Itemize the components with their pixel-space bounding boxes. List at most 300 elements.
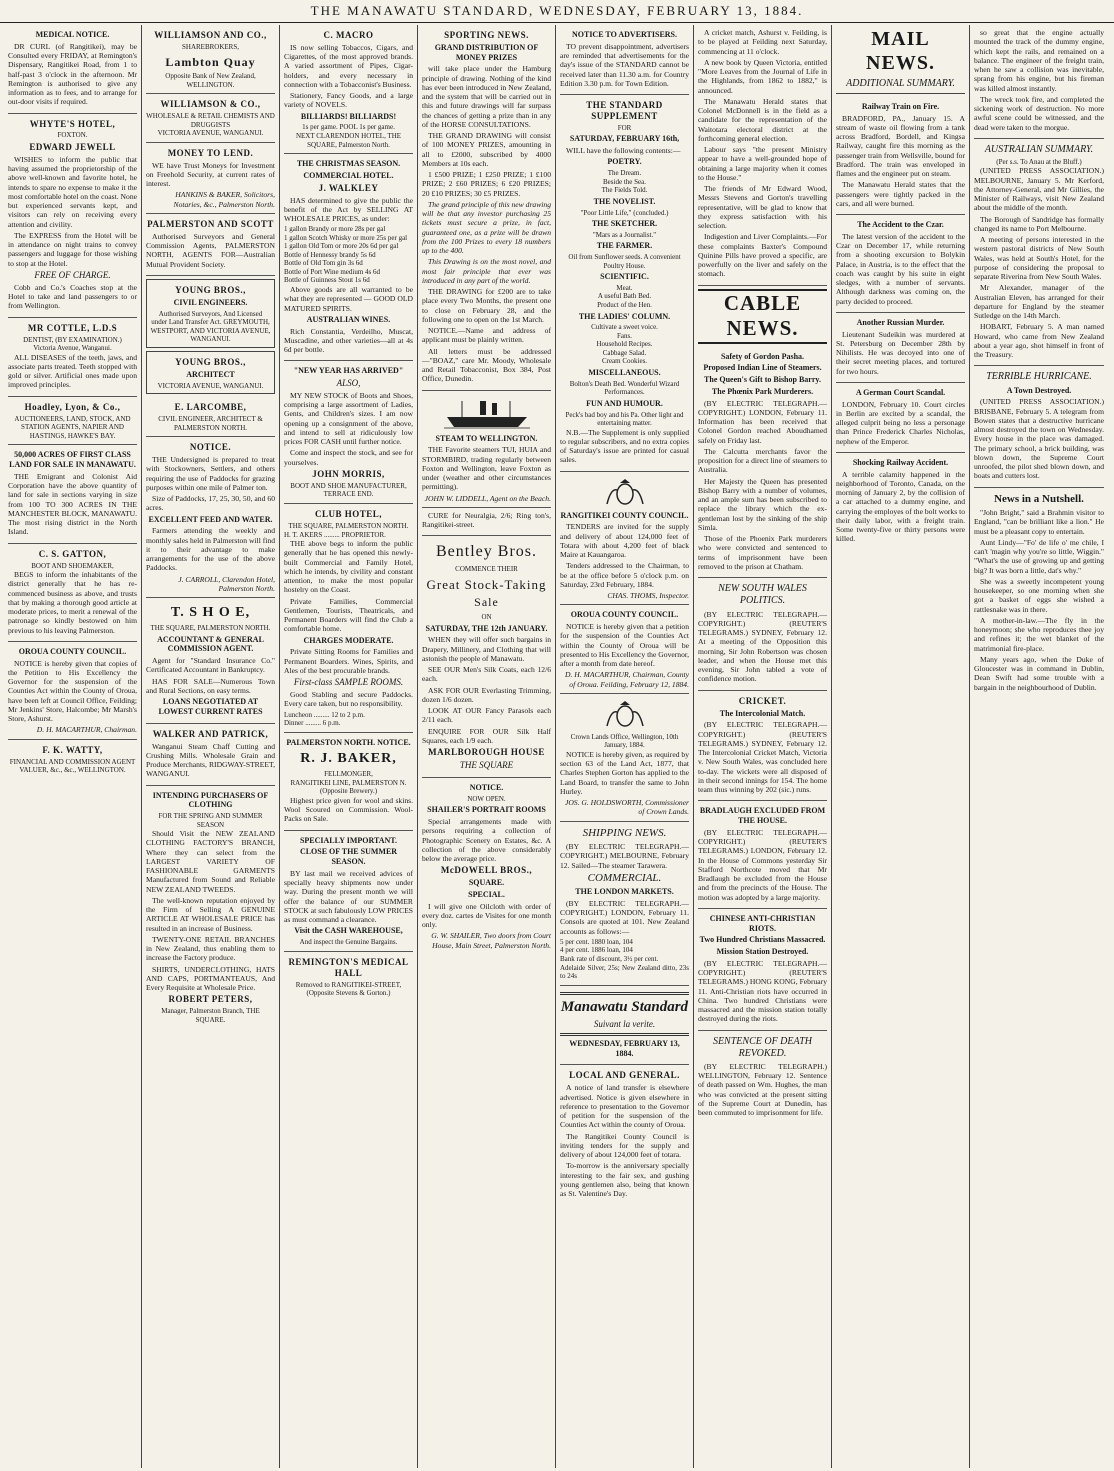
russian-body: Lieutenant Sudeikin was murdered at St. Petersburg on December 28th by Nihilists. He was decoyed into one of their secret meeting places, and tortured for two hours. xyxy=(836,329,965,376)
billiards-addr: NEXT CLARENDON HOTEL, THE SQUARE, Palmerston North. xyxy=(295,132,402,149)
oroua-council-ad xyxy=(8,642,137,740)
walkley-list xyxy=(284,225,413,285)
cricket-note: A cricket match, Ashurst v. Feilding, is to be played at Feilding next Saturday, commencing at 11 o'clock. xyxy=(698,28,827,56)
walkley-body-2: Above goods are all warranted to be what they are represented — GOOD OLD MATURED SPIRITS. xyxy=(284,285,413,313)
arrived-also: ALSO, xyxy=(336,378,361,388)
railway-heading: Railway Train on Fire. xyxy=(861,101,940,111)
poetry-item: The Fields Told. xyxy=(601,186,648,195)
young-bros-architect-heading: YOUNG BROS., xyxy=(175,356,246,367)
cricket-heading: CRICKET. xyxy=(738,695,787,706)
local-general xyxy=(560,1065,689,1204)
acres-body: THE Emigrant and Colonist Aid Corporation have the above quantity of land for sale in sections varying in size from 100 TO 300 ACRES IN THE MANCHESTER BLOCK, MANAWATU. The most rising district in the North Island. xyxy=(8,471,137,537)
clothing-sub: FOR THE SPRING AND SUMMER SEASON xyxy=(158,812,263,829)
markets-item: 4 per cent. 1886 loan, 104 xyxy=(560,946,633,955)
chinese-heading: CHINESE ANTI-CHRISTIAN RIOTS. xyxy=(709,913,816,933)
young-bros-architect-ad xyxy=(146,351,275,394)
markets-item: Adelaide Silver, 25s; New Zealand ditto, 23s to 24s xyxy=(560,963,689,981)
sample-heading: First-class SAMPLE ROOMS. xyxy=(293,677,404,688)
tshoe-body-2: Agent for "Standard Insurance Co." Certificated Accountant in Bankruptcy. xyxy=(146,656,275,675)
ladies-item: Cabbage Salad. xyxy=(602,348,647,357)
walkley-list-item: Bottle of Port Wine medium 4s 6d xyxy=(284,267,381,276)
bentley-ad xyxy=(422,536,551,778)
newspaper-page xyxy=(0,23,1114,1468)
young-bros-architect-addr: VICTORIA AVENUE, WANGANUI. xyxy=(157,381,264,390)
death-heading: SENTENCE OF DEATH REVOKED. xyxy=(712,1035,813,1059)
shipping-heading: SHIPPING NEWS. xyxy=(582,826,667,839)
paddock-notice-ad xyxy=(146,437,275,598)
railway-body: BRADFORD, PA., January 15. A stream of waste oil flowing from a tank across Bradford, Bordell, and Kingsa Railway, caught fire this morning as the passenger train from Wellsville, bound for Bradford. The train was enveloped in flames and the engineer put on steam. xyxy=(836,113,965,179)
steam-body: THE Favorite steamers TUI, HUIA and STORMBIRD, trading regularly between Foxton and Wellington, leave Foxton as under (weather and other circumstances permitting). xyxy=(422,445,551,492)
paper-title-block xyxy=(560,986,689,1066)
watty-heading: F. K. WATTY, xyxy=(42,744,103,755)
steam-ad xyxy=(422,391,551,508)
misc-heading: MISCELLANEOUS. xyxy=(588,367,661,377)
dentist-heading: MR COTTLE, L.D.S xyxy=(27,322,118,333)
crown-lands-ad xyxy=(560,694,689,822)
morris-sub: BOOT AND SHOE MANUFACTURER, TERRACE END. xyxy=(290,481,407,499)
labour-note: Labour says "the present Ministry appear to have a well-grounded hope of obtaining a large majority when it comes to the House." xyxy=(698,145,827,182)
money-lend-signature: HANKINS & BAKER, Solicitors, Notaries, &c., Palmerston North. xyxy=(173,190,275,209)
sketcher-body: "Mars as a Journalist." xyxy=(592,230,657,239)
tshoe-body-3: HAS FOR SALE—Numerous Town and Rural Sections, on easy terms. xyxy=(146,676,275,695)
special-heading: SPECIAL. xyxy=(468,889,505,899)
williamson-place: Lambton Quay xyxy=(165,54,256,69)
bradlaugh-news xyxy=(698,801,827,909)
williamson-heading: WILLIAMSON AND CO., xyxy=(154,30,267,40)
bentley-body-2: WHEN they will offer such bargains in Drapery, Millinery, and Clothing that will astonish the people of Manawatu. xyxy=(422,635,551,663)
town-destroyed-body: (UNITED PRESS ASSOCIATION.) BRISBANE, February 5. A telegram from Bowen states that a destructive hurricane almost destroyed the town on Wednesday. Every house in the place was damaged. The primary school, a brick building, was blown down, the Supreme Court unroofed, the pilot shed blown down, and boats and cutters lost. xyxy=(974,397,1104,481)
xmas-heading: THE CHRISTMAS SEASON. xyxy=(296,159,401,169)
column-6 xyxy=(694,25,832,1468)
peters-sub: Manager, Palmerston Branch, THE SQUARE. xyxy=(161,1007,260,1024)
billiards-body: 1s per game. POOL 1s per game. xyxy=(302,123,395,132)
paddock-notice-sizes: Size of Paddocks, 17, 25, 30, 50, and 60 acres. xyxy=(146,494,275,513)
ladies-item: Cultivate a sweet voice. xyxy=(591,323,658,332)
commercial-heading: COMMERCIAL. xyxy=(587,871,662,884)
shipping-news xyxy=(560,822,689,986)
nutshell-body-5: Many years ago, when the Duke of Gloucester was in command in Dublin, Dean Swift had some trouble with a bargain in the neighbourhood of Dublin. xyxy=(974,654,1104,692)
dentist-sub: DENTIST, (BY EXAMINATION.) xyxy=(23,335,122,344)
local-body: A notice of land transfer is elsewhere advertised. Notice is given elsewhere in reference to presentation to the Governor of petition for the suspension of the Counties Act within the county of Oroua. xyxy=(560,1083,689,1130)
remington-body: Removed to RANGITIKEI-STREET, (Opposite Stevens & Gorton.) xyxy=(295,980,402,998)
club-sub: THE SQUARE, PALMERSTON NORTH. xyxy=(288,521,409,530)
nutshell-body-2: Aunt Lindy—"Fo' de life o' me chile, I can't 'magin why you're so little, Wiggin." "What's the use of growing up and getting big? It was born a little, dat's why." xyxy=(974,537,1104,575)
australian-summary xyxy=(974,139,1104,367)
rangitikei-heading: RANGITIKEI COUNTY COUNCIL. xyxy=(560,510,689,520)
visit-heading: Visit the CASH WAREHOUSE, xyxy=(294,926,403,936)
gatton-heading: C. S. GATTON, xyxy=(38,548,107,559)
auctioneer-heading: Hoadley, Lyon, & Co., xyxy=(24,401,121,412)
poetry-heading: POETRY. xyxy=(607,157,642,167)
nutshell-body: "John Bright," said a Brahmin visitor to England, "can be brilliant like a lion." He must be a pleasant copy to entertain. xyxy=(974,508,1104,536)
whytes-hotel-coach: Cobb and Co.'s Coaches stop at the Hotel to take and land passengers to or from Wellington. xyxy=(8,282,137,311)
palmerston-scott-heading: PALMERSTON AND SCOTT xyxy=(147,218,274,229)
arrived-heading: "NEW YEAR HAS ARRIVED" xyxy=(293,366,404,376)
remington-ad xyxy=(284,952,413,1002)
specially-heading: SPECIALLY IMPORTANT. xyxy=(299,835,398,845)
summer-heading: CLOSE OF THE SUMMER SEASON. xyxy=(299,847,398,867)
czar-heading: The Accident to the Czar. xyxy=(857,220,944,230)
nutshell-news xyxy=(974,488,1104,698)
williamson-ad xyxy=(146,25,275,94)
death-body: (BY ELECTRIC TELEGRAPH.) WELLINGTON, February 12. Sentence of death passed on Wm. Hughes, the man who was convicted at the present sitting of the Supreme Court at Dunedin, has been commuted to imprisonment for life. xyxy=(698,1061,827,1118)
walkley-list-item: 1 gallon Old Tom or more 20s 6d per gal xyxy=(284,242,399,251)
chinese-sub: Two Hundred Christians Massacred. xyxy=(699,935,826,945)
commercial-heading: COMMERCIAL HOTEL. xyxy=(303,170,394,180)
money-lend-heading: MONEY TO LEND. xyxy=(167,147,254,158)
macro-body: IS now selling Tobaccos, Cigars, and Cigarettes, of the most approved brands. A varied assortment of Pipes, Cigar-holders, and every necessary in connection with a Tobacconist's Business. xyxy=(284,42,413,89)
club-body-3: Private Sitting Rooms for Families and Permanent Boarders. Wines, Spirits, and Ales of the best procurable brands. xyxy=(284,647,413,675)
nsw-politics xyxy=(698,578,827,690)
acres-ad xyxy=(8,445,137,543)
paddock-notice-body: THE Undersigned is prepared to treat with Stockowners, Settlers, and others requiring the use of Paddocks for grazing purposes within one mile of Palmer ton. xyxy=(146,455,275,492)
whytes-hotel-heading: WHYTE'S HOTEL, xyxy=(29,118,116,129)
medical-notice-heading: MEDICAL NOTICE. xyxy=(35,30,110,39)
morris-ad xyxy=(284,361,413,504)
clothing-ad xyxy=(146,786,275,1029)
walkley-list-item: Bottle of Old Tom gin 3s 6d xyxy=(284,259,363,268)
shailer-now-open: NOW OPEN. xyxy=(467,794,506,803)
watty-sub: FINANCIAL AND COMMISSION AGENT VALUER, &c., &c., WELLINGTON. xyxy=(9,757,136,775)
australian-body-2: The Borough of Sandridge has formally changed its name to Port Melbourne. xyxy=(974,214,1104,233)
ladies-heading: THE LADIES' COLUMN. xyxy=(578,311,671,321)
scientific-item: Product of the Hen. xyxy=(597,301,652,309)
paper-motto: Suivant la verite. xyxy=(593,1018,656,1029)
scientific-item: Meat. xyxy=(616,283,633,292)
gatton-ad xyxy=(8,544,137,642)
phoenix-body-2: The Calcutta merchants favor the proposition for a direct line of steamers to Australia. xyxy=(698,446,827,475)
larcombe-ad xyxy=(146,397,275,437)
oroua-council-body: NOTICE is hereby given that copies of the Petition to His Excellency the Governor for the suspension of the Counties Act within the County of Oroua, have been left at Council Office, Feilding; Mr Jenkins' Store, Halcombe; Mr Marsh's Store, Ashurst. xyxy=(8,658,137,724)
book-note: A new book by Queen Victoria, entitled "More Leaves from the Journal of Life in the Highlands, from 1862 to 1882," is announced. xyxy=(698,57,827,95)
remington-heading: REMINGTON'S MEDICAL HALL xyxy=(288,956,409,978)
cable-news-heading: CABLE NEWS. xyxy=(698,289,827,344)
shocking-body: A terrible calamity happened in the neighborhood of Toronto, Canada, on the morning of January 2, by the collision of a car attached to a dummy engine, and carrying the employes of the bolt works to their daily labor, with a freight train. Some twenty-five or thirty persons were killed. xyxy=(836,469,965,544)
oroua-petition-body: NOTICE is hereby given that a petition for the suspension of the Counties Act within the County of Oroua will be presented to His Excellency the Governor, after a month from date hereof. xyxy=(560,622,689,669)
walkley-list-item: Bottle of Hennessy brandy 5s 6d xyxy=(284,250,376,259)
williamson-sub: SHAREBROKERS, xyxy=(182,42,239,51)
intercolonial-body: (BY ELECTRIC TELEGRAPH.—COPYRIGHT.) (REUTER'S TELEGRAMS.) SYDNEY, February 12. The Intercolonial Cricket Match, Victoria v. New South Wales, was concluded here to-day. The wickets were all disposed of in their second innings for 154. The home team thus winning by 202 (sic.) runs. xyxy=(698,720,827,795)
dentist-body: ALL DISEASES of the teeth, jaws, and associate parts treated. Teeth stopped with gold or silver. Artificial ones made upon improved principles. xyxy=(8,352,137,390)
feed-heading: EXCELLENT FEED AND WATER. xyxy=(148,514,273,524)
stevens-note: The friends of Mr Edward Wood, Messrs Stevens and Gorton's travelling representative, will be glad to know that they express satisfaction with his selection. xyxy=(698,184,827,230)
indigestion-note: Indigestion and Liver Complaints.—For these complaints Baxter's Compound Quinine Pills have proved a specific, are powerfully on the liver and safely on the stomach. xyxy=(698,232,827,279)
intercolonial-heading: The Intercolonial Match. xyxy=(719,708,806,718)
shailer-notice: NOTICE. xyxy=(469,782,504,792)
billiards-heading: BILLIARDS! BILLIARDS! xyxy=(300,111,397,121)
scientific-heading: SCIENTIFIC. xyxy=(600,272,649,282)
bentley-heading: Bentley Bros. xyxy=(436,543,537,561)
marlborough-sub: THE SQUARE xyxy=(459,760,514,770)
phoenix-body-3: Her Majesty the Queen has presented Bishop Barry with a number of volumes, and an ample sum has been subscribed to replace the library which the ex-gentleman lost by the sinking of the ship Simla. xyxy=(698,476,827,532)
watty-ad xyxy=(8,740,137,779)
williamson-chemists-sub: WHOLESALE & RETAIL CHEMISTS AND DRUGGISTS xyxy=(146,112,275,129)
luncheon-hours: Luncheon ......... 12 to 2 p.m. xyxy=(284,710,365,719)
dinner-hours: Dinner ......... 6 p.m. xyxy=(284,719,341,728)
dentist-ad xyxy=(8,318,137,397)
club-heading: CLUB HOTEL, xyxy=(314,509,382,519)
baker-body: Highest price given for wool and skins. Wool Scoured on Commission. Wool-Packs on Sale. xyxy=(284,795,413,824)
tshoe-ad xyxy=(146,598,275,724)
bradlaugh-heading: BRADLAUGH EXCLUDED FROM THE HOUSE. xyxy=(699,806,826,826)
bradlaugh-body: (BY ELECTRIC TELEGRAPH.—COPYRIGHT.) (REUTER'S TELEGRAMS.) LONDON, February 12. In the House of Commons yesterday Sir Stafford Northcote moved that Mr Bradlaugh be excluded from the House and from the precincts of the House. The motion was adopted by a large majority. xyxy=(698,827,827,902)
clothing-footer: SHIRTS, UNDERCLOTHING, HATS AND CAPS, PORTMANTEAUS, And Every Requisite at Wholesale Price. xyxy=(146,964,275,993)
ladies-item: Household Recipes. xyxy=(596,340,653,349)
money-lend-ad xyxy=(146,143,275,214)
column-1 xyxy=(4,25,142,1468)
russian-heading: Another Russian Murder. xyxy=(856,317,945,327)
wines-body: Rich Constantia, Verdeilho, Muscat, Muscadine, and other varieties—all at 4s 6d per bottle. xyxy=(284,326,413,354)
supplement-ad xyxy=(560,95,689,472)
cure-ad xyxy=(422,508,551,537)
nutshell-heading: News in a Nutshell. xyxy=(994,492,1084,505)
railway-fire-news xyxy=(836,97,965,215)
young-bros-ad xyxy=(146,279,275,348)
walkley-list-item: 1 gallon Scotch Whisky or more 25s per gal xyxy=(284,233,408,242)
walker-patrick-ad xyxy=(146,724,275,786)
auctioneer-sub: AUCTIONEERS, LAND, STOCK, AND STATION AGENTS, NAPIER AND HASTINGS, HAWKE'S BAY. xyxy=(14,414,131,440)
novelist-heading: THE NOVELIST. xyxy=(593,196,656,206)
feed-signature: J. CARROLL, Clarendon Hotel, Palmerston North. xyxy=(178,574,275,593)
russian-murder-news xyxy=(836,313,965,383)
williamson-chemists-addr: VICTORIA AVENUE, WANGANUI. xyxy=(157,129,264,138)
steamship-icon xyxy=(442,397,532,431)
dentist-addr: Victoria Avenue, Wanganui. xyxy=(33,344,112,353)
royal-crest-icon xyxy=(601,700,649,730)
farmer-body: Oil from Sunflower seeds. A convenient Poultry House. xyxy=(568,253,681,270)
gordon-heading: Safety of Gordon Pasha. xyxy=(720,351,805,361)
bentley-body-6: ENQUIRE FOR OUR Silk Half Squares, each 1/9 each. xyxy=(422,726,551,745)
larcombe-heading: E. LARCOMBE, xyxy=(174,402,247,413)
cable-news xyxy=(698,347,827,579)
club-proprietor: H. T. AKERS ......... PROPRIETOR. xyxy=(284,530,386,539)
court-scandal-news xyxy=(836,383,965,453)
macro-body-2: Stationery, Fancy Goods, and a large variety of NOVELS. xyxy=(284,91,413,110)
queens-gift-heading: The Queen's Gift to Bishop Barry. xyxy=(704,375,821,385)
commercial-hotel-ad xyxy=(284,154,413,361)
summer-body: BY last mail we received advices of specially heavy shipments now under way. During the present month we will offer the balance of our SUMMER STOCK at such fabulously LOW PRICES as must command a clearance. xyxy=(284,868,413,925)
shailer-heading: SHAILER'S PORTRAIT ROOMS xyxy=(427,805,546,815)
local-heading: LOCAL AND GENERAL. xyxy=(569,1070,680,1081)
fun-heading: FUN AND HUMOUR. xyxy=(586,398,663,408)
grand-heading: GRAND DISTRIBUTION OF MONEY PRIZES xyxy=(434,42,539,62)
royal-crest-icon xyxy=(601,478,649,508)
shocking-heading: Shocking Railway Accident. xyxy=(852,457,949,467)
special-body: I will give one Oilcloth with order of every doz. cartes de Visites for one month only. xyxy=(422,901,551,930)
town-destroyed-heading: A Town Destroyed. xyxy=(1006,385,1072,395)
supplement-date: SATURDAY, FEBRUARY 16th, xyxy=(569,134,680,144)
australian-body: (UNITED PRESS ASSOCIATION.) MELBOURNE, January 5. Mr Kerford, the Attorney-General, and Mr Gillies, the Minister of Railways, visit New Zealand about the middle of the month. xyxy=(974,166,1104,213)
grand-body: will take place under the Hamburg principle of drawing. Nothing of the kind has ever been introduced in New Zealand, and the system that will be carried out in this and future drawings will far surpass the chances of getting a prize than in any of the HORSE CONSULTATIONS. xyxy=(422,64,551,129)
loans-heading: LOANS NEGOTIATED AT LOWEST CURRENT RATES xyxy=(158,697,263,716)
grand-body-4: This Drawing is on the most novel, and most fair principle that ever was introduced in any part of the world. xyxy=(422,257,551,285)
advertisers-heading: NOTICE TO ADVERTISERS. xyxy=(571,30,677,39)
tshoe-heading: T. S H O E, xyxy=(170,605,251,621)
club-body-2: Private Families, Commercial Gentlemen, Tourists, Theatricals, and Permanent Boarders will find the Club a comfortable home. xyxy=(284,596,413,634)
shailer-ad xyxy=(422,778,551,954)
accident-continued-body: so great that the engine actually mounted the track of the dummy engine, which kept the rails, and remained on a balance. The engineer of the freight train, when he saw a collision was inevitable, sprang from his engine, but his fireman was killed almost instantly. xyxy=(974,28,1104,93)
bentley-date: SATURDAY, THE 12th JANUARY. xyxy=(425,623,548,633)
oroua-petition-heading: OROUA COUNTY COUNCIL. xyxy=(570,610,679,620)
australian-body-5: HOBART, February 5. A man named Howard, who came from New Zealand about a year ago, shot himself in front of the Treasury. xyxy=(974,322,1104,360)
bentley-body-5: LOOK AT OUR Fancy Parasols each 2/11 each. xyxy=(422,706,551,725)
australian-body-3: A meeting of persons interested in the western pastoral districts of New South Wales, was held at South's Hotel, for the purpose of considering the proposal to separate Riverina from New South Wales. xyxy=(974,235,1104,282)
feed-body: Farmers attending the weekly and monthly sales held in Palmerston will find it to their advantage to make arrangements for the use of the above Paddocks. xyxy=(146,526,275,573)
clothing-body-2: The well-known reputation enjoyed by the Firm of Selling A GENUINE ARTICLE AT WHOLESALE PRICE has resulted in an increase of Business. xyxy=(146,895,275,933)
stock-body-2: Come and inspect the stock, and see for yourselves. xyxy=(284,448,413,467)
walkley-list-item: Bottle of Guinness Stout 1s 6d xyxy=(284,276,370,285)
nsw-heading: NEW SOUTH WALES POLITICS. xyxy=(718,583,807,607)
oroua-petition-signature: D. H. MACARTHUR, Chairman, County of Oroua. Feilding, February 12, 1884. xyxy=(564,670,689,689)
crown-lands-signature: JOS. G. HOLDSWORTH, Commissioner of Crown Lands. xyxy=(564,798,689,817)
column-4 xyxy=(418,25,556,1468)
macro-ad xyxy=(284,25,413,154)
williamson-chemists-heading: WILLIAMSON & CO., xyxy=(160,99,261,110)
ladies-item: Fans. xyxy=(617,331,632,340)
scientific-item: A useful Bath Bed. xyxy=(597,292,652,301)
steam-signature: JOHN W. LIDDELL, Agent on the Beach. xyxy=(424,493,551,503)
bentley-body-4: ASK FOR OUR Everlasting Trimming, dozen 1/6 dozen. xyxy=(422,685,551,704)
australian-heading: AUSTRALIAN SUMMARY. xyxy=(984,143,1094,155)
local-body-3: To-morrow is the anniversary specially interesting to the fair sex, and gushing young gentlemen also, being that known as St. Valentine's Day. xyxy=(560,1161,689,1199)
supplement-body: WILL have the following contents:— xyxy=(566,146,681,156)
grand-body-5: THE DRAWING for £200 are to take place every Two Months, the present one to close on February 28, and the following one to open on the 1st March. xyxy=(422,287,551,324)
accident-continued xyxy=(974,25,1104,139)
williamson-chemists-ad xyxy=(146,94,275,143)
clothing-body-3: TWENTY-ONE RETAIL BRANCHES in New Zealand, thus enabling them to increase the Factory produce. xyxy=(146,934,275,963)
bentley-on: ON xyxy=(481,613,492,621)
advertisers-notice xyxy=(560,25,689,95)
railway-body-2: The Manawatu Herald states that the passengers were tightly packed in the cars, and all were burned. xyxy=(836,180,965,208)
paddock-notice-heading: NOTICE. xyxy=(189,442,232,453)
gatton-sub: BOOT AND SHOEMAKER, xyxy=(31,561,114,570)
mail-news-heading: MAIL NEWS. xyxy=(866,28,935,75)
acres-heading: 50,000 ACRES OF FIRST CLASS LAND FOR SALE IN MANAWATU. xyxy=(9,450,136,470)
clothing-body: Should Visit the NEW ZEALAND CLOTHING FACTORY'S BRANCH, Where they can select from the LARGEST VARIETY OF FASHIONABLE GARMENTS Manufactured from Sound and Reliable NEW ZEALAND TWEEDS. xyxy=(146,829,275,894)
additional-summary-heading: ADDITIONAL SUMMARY. xyxy=(846,77,955,89)
bentley-body-3: SEE OUR Men's Silk Coats, each 12/6 each. xyxy=(422,665,551,684)
oroua-council-signature: D. H. MACARTHUR, Chairman. xyxy=(36,725,137,735)
prizes-list: 1 £500 PRIZE; 1 £250 PRIZE; 1 £100 PRIZE; 2 £60 PRIZES; 6 £20 PRIZES; 20 £10 PRIZES; 30 £5 PRIZES. xyxy=(422,170,551,198)
mcdowell-sub: SQUARE. xyxy=(468,878,505,888)
baker-ad xyxy=(284,733,413,831)
scandal-heading: A German Court Scandal. xyxy=(855,387,946,397)
cure-body: CURE for Neuralgia, 2/6; Ring ton's, Rangitikei-street. xyxy=(422,510,551,530)
walkley-heading: J. WALKLEY xyxy=(318,182,379,193)
grand-body-7: All letters must be addressed—"BOAZ," care Mr. Moody, Wholesale and Retail Tobacconist, Box 384, Post Office, Dunedin. xyxy=(422,346,551,384)
grand-body-3: The grand principle of this new drawing will be that any investor purchasing 25 tickets must secure a prize, in fact, guaranteed one, as a prize will be drawn from the 100 Prizes to every 18 numbers up to the 400. xyxy=(422,199,551,256)
walkley-list-item: 1 gallon Brandy or more 28s per gal xyxy=(284,225,386,234)
ladies-item: Cream Cookies. xyxy=(601,357,648,366)
stock-body: MY NEW STOCK of Boots and Shoes, comprising a large assortment of Ladies, Gents, and Children's sizes. I am now opening up a consignment of the above, and intend to sell at ridiculously low prices FOR CASH until further notice. xyxy=(284,390,413,447)
charges-heading: CHARGES MODERATE. xyxy=(303,635,394,645)
clothing-heading: INTENDING PURCHASERS OF CLOTHING xyxy=(152,790,269,810)
young-bros-architect-sub: ARCHITECT xyxy=(186,369,235,379)
auctioneer-ad xyxy=(8,397,137,446)
mission-body: (BY ELECTRIC TELEGRAPH.—COPYRIGHT.) (REUTER'S TELEGRAMS.) HONG KONG, February 11. Anti-Christian riots have occurred in China. Two hundred Christians were massacred and the mission station totally destroyed during the riots. xyxy=(698,958,827,1024)
palmerston-scott-ad xyxy=(146,214,275,276)
medical-notice xyxy=(8,25,137,114)
whytes-hotel-place: FOXTON. xyxy=(57,131,88,140)
masthead: THE MANAWATU STANDARD, WEDNESDAY, FEBRUARY 13, 1884. xyxy=(0,0,1114,23)
medical-notice-body: DR CURL (of Rangitikei), may be Consulted every FRIDAY, at Remington's Dispensary, Rangitikei Road, from 1 to half-past 3 o'clock in the afternoon. Mr Remington is authorised to give any information as to fees, and to arrange for out-door visits if required. xyxy=(8,41,137,107)
young-bros-sub: CIVIL ENGINEERS. xyxy=(173,297,248,307)
paper-title: Manawatu Standard xyxy=(560,998,689,1015)
whytes-hotel-owner: EDWARD JEWELL xyxy=(29,142,116,152)
oroua-petition-ad xyxy=(560,605,689,694)
mission-heading: Mission Station Destroyed. xyxy=(716,947,809,957)
whytes-hotel-ad xyxy=(8,114,137,318)
shailer-body: Special arrangements made with persons requiring a collection of Photographic Scenery on Estates, &c. A collection of the above considerably below the average price. xyxy=(422,817,551,863)
tshoe-body: ACCOUNTANT & GENERAL COMMISSION AGENT. xyxy=(157,634,264,654)
club-hotel-ad xyxy=(284,504,413,733)
nutshell-body-4: A mother-in-law.—The fly in the honeymoon; she who reproduces thee joy and refines it; the wet blanket of the matrimonial fire-place. xyxy=(974,615,1104,653)
markets-item: 5 per cent. 1880 loan, 104 xyxy=(560,937,633,946)
australian-sub: (Per s.s. To Anau at the Bluff.) xyxy=(996,157,1082,166)
scandal-body: LONDON, February 10. Court circles in Berlin are excited by a scandal, the alleged culprit being no less a personage than Prince Frederick Charles Nicholas, nephew of the Emperor. xyxy=(836,399,965,446)
sporting-ad xyxy=(422,25,551,391)
walker-patrick-heading: WALKER AND PATRICK, xyxy=(152,728,269,739)
column-5 xyxy=(556,25,694,1468)
poetry-item: The Dream. xyxy=(607,169,642,178)
club-body: THE above begs to inform the public generally that he has opened this newly-built Commercial and Family Hotel, which he intends, by civility and constant attention, to make the most popular hostelry on the Coast. xyxy=(284,539,413,595)
notice2-heading: PALMERSTON NORTH. NOTICE. xyxy=(286,737,411,747)
column-8 xyxy=(970,25,1108,1468)
nutshell-body-3: She was a sweetly incompetent young housekeeper, so one morning when she got a basket of eggs she wished a rattlesnake was in there. xyxy=(974,576,1104,614)
summer-ad xyxy=(284,831,413,952)
grand-body-2: THE GRAND DRAWING will consist of 100 MONEY PRIZES, amounting in all to £2000, subscribed by 4000 Members at 10s each. xyxy=(422,131,551,168)
supplement-nb: N.B.—The Supplement is only supplied to regular subscribers, and no extra copies of Saturday's issue are printed for casual sales. xyxy=(560,427,689,465)
whytes-hotel-body: WISHES to inform the public that having assumed the proprietorship of the above well-known and favorite hotel, he intends to spare no expense to make it the most comfortable hotel on the coast. None but experienced servants kept, and visitors can rely on receiving every attention and civility. xyxy=(8,154,137,229)
markets-heading: THE LONDON MARKETS. xyxy=(575,887,674,897)
marlborough-heading: MARLBOROUGH HOUSE xyxy=(428,747,545,758)
column-7 xyxy=(832,25,970,1468)
young-bros-body: Authorised Surveyors, And Licensed under Land Transfer Act. GREYMOUTH, WESTPORT, AND VICTORIA AVENUE, WANGANUI. xyxy=(150,309,271,344)
palmerston-scott-body: Authorised Surveyors and General Commission Agents, PALMERSTON NORTH, AGENTS FOR—Australian Mutual Provident Society. xyxy=(146,231,275,269)
sketcher-heading: THE SKETCHER. xyxy=(591,219,658,229)
phoenix-body: (BY ELECTRIC TELEGRAPH.—COPYRIGHT.) LONDON, February 11. Information has been received that Colonel Gordon reached Aboudhamed safely on Friday last. xyxy=(698,398,827,445)
czar-body: The latest version of the accident to the Czar on December 17, while returning from a shooting excursion to Bolykin Palace, in Austria, is to the effect that the coach was caught by his suite in eight sledges, with a number of servants. Although darkness was coming on, the party decided to proceed. xyxy=(836,231,965,306)
walkley-body: HAS determined to give the public the benefit of the Act by SELLING AT WHOLESALE PRICES, as under: xyxy=(284,195,413,224)
novelist-body: "Poor Little Life," (concluded.) xyxy=(580,208,669,217)
supplement-for: FOR xyxy=(617,123,632,132)
local-body-2: The Rangitikei County Council is inviting tenders for the supply and delivery of about 124,000 feet of totara. xyxy=(560,1131,689,1160)
macro-heading: C. MACRO xyxy=(323,30,374,40)
oroua-council-heading: OROUA COUNTY COUNCIL. xyxy=(18,646,127,656)
chinese-riots-news xyxy=(698,909,827,1031)
column-3 xyxy=(280,25,418,1468)
wines-heading: AUSTRALIAN WINES. xyxy=(306,314,391,324)
hurricane-heading: TERRIBLE HURRICANE. xyxy=(986,371,1092,383)
mcdowell-heading: McDOWELL BROS., xyxy=(440,865,533,876)
grand-body-6: NOTICE.—Name and address of applicant must be plainly written. xyxy=(422,326,551,345)
baker-addr: RANGITIKEI LINE, PALMERSTON N. (Opposite Brewery.) xyxy=(290,778,407,796)
farmer-heading: THE FARMER. xyxy=(596,241,653,251)
baker-heading: R. J. BAKER, xyxy=(300,751,397,767)
steam-heading: STEAM TO WELLINGTON. xyxy=(435,433,538,443)
free-of-charge: FREE OF CHARGE. xyxy=(34,269,111,280)
accident-continued-body-2: The wreck took fire, and completed the sickening work of destruction. No more awful scene could be witnessed, and the dead were taken to the morgue. xyxy=(974,94,1104,132)
hurricane-news xyxy=(974,366,1104,487)
crown-lands-body: NOTICE is hereby given, as required by section 63 of the Land Act, 1877, that Charles Stephen Gorton has applied to the Land Board, to transfer the same to John Hurley. xyxy=(560,749,689,796)
tshoe-sub: THE SQUARE, PALMERSTON NORTH. xyxy=(150,624,271,633)
railway-accident-news xyxy=(836,453,965,550)
local-continued xyxy=(698,25,827,286)
shipping-body: (BY ELECTRIC TELEGRAPH.—COPYRIGHT.) MELBOURNE, February 12. Sailed—The steamer Tarawera. xyxy=(560,842,689,870)
supplement-heading: THE STANDARD SUPPLEMENT xyxy=(586,100,663,121)
sporting-heading: SPORTING NEWS. xyxy=(444,30,529,40)
standard-note: The Manawatu Herald states that Colonel McDonnell is in the field as a candidate for the representation of the Waitotara electoral district at the forthcoming general election. xyxy=(698,96,827,143)
